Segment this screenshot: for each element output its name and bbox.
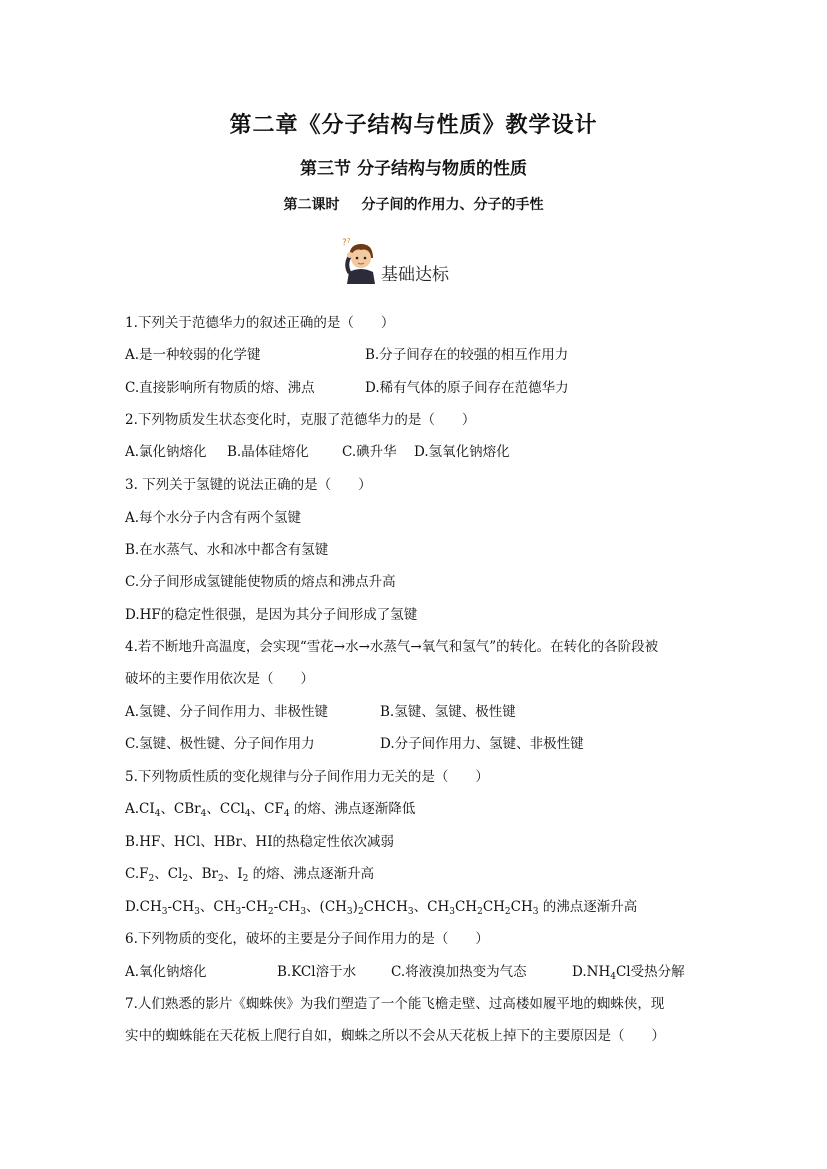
q6-stem: 6.下列物质的变化，破坏的主要是分子间作用力的是（ ） [125, 931, 489, 947]
q5-option-a-tail: 的熔、沸点逐渐降低 [293, 801, 416, 817]
q3-option-c: C.分子间形成氢键能使物质的熔点和沸点升高 [125, 574, 396, 590]
q1-option-d: D.稀有气体的原子间存在范德华力 [365, 380, 569, 396]
q3-option-b: B.在水蒸气、水和冰中都含有氢键 [125, 542, 329, 558]
document-title: 第二章《分子结构与性质》教学设计 [229, 112, 598, 138]
lesson-number: 第二课时 [283, 197, 340, 213]
q1-options-row1 [125, 345, 725, 365]
lesson-topic: 分子间的作用力、分子的手性 [361, 197, 544, 213]
q5-option-b: B.HF、HCl、HBr、HI的热稳定性依次减弱 [125, 834, 395, 850]
student-thinking-icon [341, 236, 381, 284]
svg-text:?: ? [342, 238, 347, 248]
q1-option-a: A.是一种较弱的化学键 [125, 347, 261, 363]
q4-option-c: C.氢键、极性键、分子间作用力 [125, 736, 315, 752]
q2-option-d: D.氢氧化钠熔化 [414, 444, 510, 460]
q4-option-d: D.分子间作用力、氢键、非极性键 [380, 736, 584, 752]
q1-options-row2 [125, 378, 725, 398]
q2-stem: 2.下列物质发生状态变化时，克服了范德华力的是（ ） [125, 412, 476, 428]
q5-stem: 5.下列物质性质的变化规律与分子间作用力无关的是（ ） [125, 769, 489, 785]
q1-option-b: B.分子间存在的较强的相互作用力 [365, 347, 569, 363]
q1-stem: 1.下列关于范德华力的叙述正确的是（ ） [125, 315, 395, 331]
q7-stem-line1: 7.人们熟悉的影片《蜘蛛侠》为我们塑造了一个能飞檐走壁、过高楼如履平地的蜘蛛侠，现 [125, 996, 665, 1012]
q4-option-b: B.氢键、氢键、极性键 [380, 704, 516, 720]
q6-option-b: B.KCl溶于水 [277, 964, 357, 980]
q3-option-d: D.HF的稳定性很强，是因为其分子间形成了氢键 [125, 607, 418, 623]
q6-options [125, 962, 725, 982]
q3-option-a: A.每个水分子内含有两个氢键 [125, 510, 302, 526]
q5-option-c-tail: 的熔、沸点逐渐升高 [252, 866, 375, 882]
q1-option-c: C.直接影响所有物质的熔、沸点 [125, 380, 315, 396]
section-title: 第三节 分子结构与物质的性质 [300, 159, 527, 179]
q3-stem: 3. 下列关于氢键的说法正确的是（ ） [125, 477, 372, 493]
q6-option-c: C.将液溴加热变为气态 [391, 964, 527, 980]
q6-option-d: $D.NH_4Cl$受热分解 [572, 964, 685, 982]
q2-option-a: A.氯化钠熔化 [125, 444, 207, 460]
q5-option-a: $A.CI_4$、CBr$_4$、CCl$_4$、$CF_4$ 的熔、沸点逐渐降低 [125, 801, 416, 819]
svg-text:?: ? [347, 237, 351, 245]
q5-option-c: $C.F_2$、$Cl_2$、$Br_2$、$I_2$ 的熔、沸点逐渐升高 [125, 866, 375, 884]
q4-option-a: A.氢键、分子间作用力、非极性键 [125, 704, 329, 720]
q6-option-d-tail: Cl受热分解 [615, 964, 685, 980]
lesson-title [0, 194, 827, 214]
q4-options-row1 [125, 702, 725, 722]
banner-label: 基础达标 [381, 265, 449, 285]
q4-options-row2 [125, 734, 725, 754]
q2-option-b: B.晶体硅熔化 [227, 444, 309, 460]
q4-stem-line2: 破坏的主要作用依次是（ ） [125, 671, 314, 687]
q5-option-d: $D.CH_3-CH_3$、$CH_3-CH_2-CH_3$、$(CH_3)_2CHCH_3$、$CH_3CH_2CH_2CH_3$ 的沸点逐渐升高 [125, 899, 638, 917]
q4-stem-line1: 4.若不断地升高温度，会实现“雪花→水→水蒸气→氧气和氢气”的转化。在转化的各阶段被 [125, 639, 659, 655]
q2-options [125, 442, 725, 462]
q7-stem-line2: 实中的蜘蛛能在天花板上爬行自如，蜘蛛之所以不会从天花板上掉下的主要原因是（ ） [125, 1028, 665, 1044]
q2-option-c: C.碘升华 [342, 444, 397, 460]
q6-option-a: A.氧化钠熔化 [125, 964, 207, 980]
q5-option-d-tail: 的沸点逐渐升高 [542, 899, 638, 915]
